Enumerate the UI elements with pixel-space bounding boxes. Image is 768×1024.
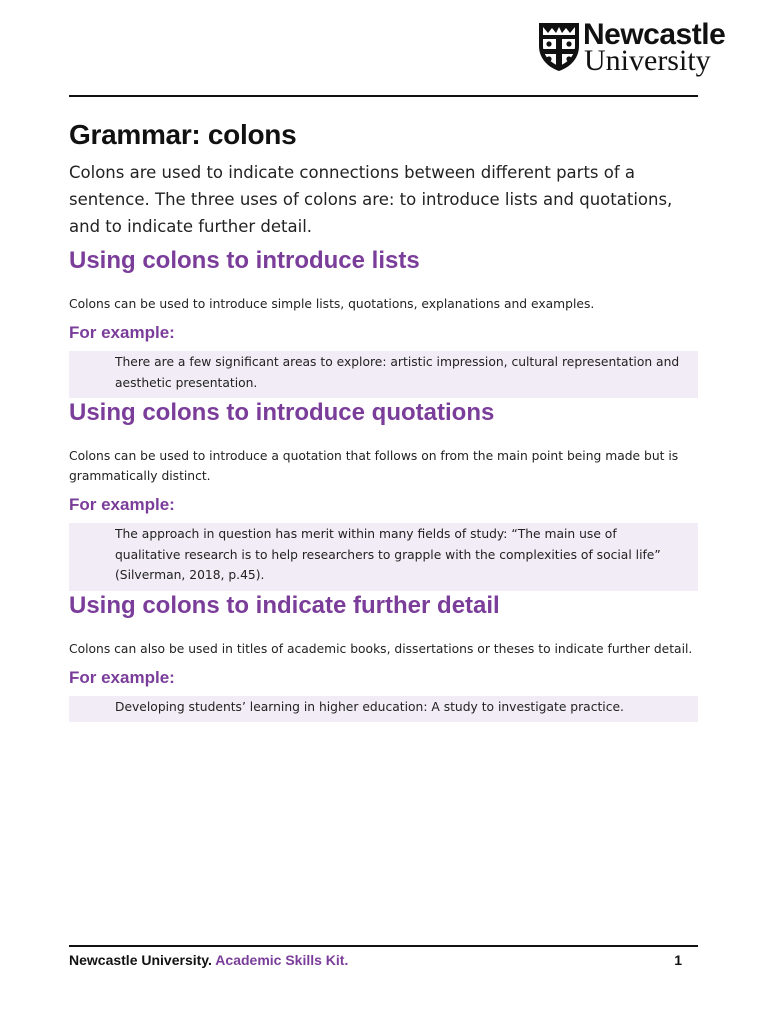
footer-organisation: Newcastle University. <box>69 952 212 968</box>
footer-kit-name: Academic Skills Kit. <box>215 952 349 968</box>
section-quotations <box>69 398 698 591</box>
page-title: Grammar: colons <box>69 119 297 150</box>
example-box: Developing students’ learning in higher education: A study to investigate practice. <box>69 696 698 723</box>
footer-divider <box>69 945 698 947</box>
section-body: Colons can be used to introduce simple lists, quotations, explanations and examples. <box>69 297 595 311</box>
page-number: 1 <box>674 952 682 968</box>
logo-wordmark-line1: Newcastle <box>583 18 726 51</box>
section-lists <box>69 246 698 398</box>
section-further-detail <box>69 591 698 723</box>
logo-wordmark-line2: University <box>584 44 711 77</box>
example-box: The approach in question has merit within many fields of study: “The main use of qualitative research is to help researchers to grapple with the complexities of social life” (Silverman, 2018, p.45). <box>69 523 698 591</box>
header-divider <box>69 95 698 97</box>
example-label: For example: <box>69 323 175 342</box>
intro-paragraph: Colons are used to indicate connections between different parts of a sentence. The three uses of colons are: to introduce lists and quotations, and to indicate further detail. <box>69 163 673 236</box>
document-body <box>69 116 698 722</box>
newcastle-university-logo <box>538 20 738 76</box>
example-label: For example: <box>69 667 175 687</box>
page-footer <box>69 950 698 970</box>
section-body: Colons can be used to introduce a quotation that follows on from the main point being made but is grammatically distinct. <box>69 449 679 483</box>
section-body: Colons can also be used in titles of academic books, dissertations or theses to indicate further detail. <box>69 641 693 656</box>
example-box: There are a few significant areas to explore: artistic impression, cultural representation and aesthetic presentation. <box>69 351 698 398</box>
example-label: For example: <box>69 495 175 514</box>
section-heading: Using colons to indicate further detail <box>69 591 500 619</box>
section-heading: Using colons to introduce quotations <box>69 399 495 426</box>
section-heading: Using colons to introduce lists <box>69 247 420 274</box>
university-crest-icon <box>538 22 580 72</box>
